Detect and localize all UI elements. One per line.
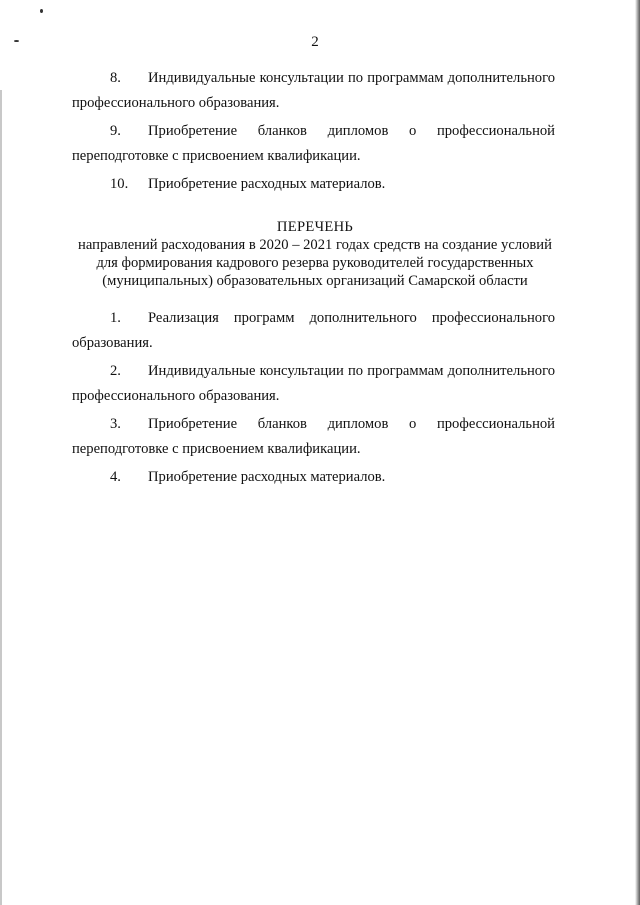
list-item-text: Индивидуальные консультации по программам дополнительного профессионального образования. <box>72 363 555 404</box>
heading-line: (муниципальных) образовательных организаций Самарской области <box>102 273 528 289</box>
scan-edge-right <box>635 0 640 905</box>
heading-line: для формирования кадрового резерва руководителей государственных <box>96 255 534 271</box>
list-item <box>72 359 555 409</box>
page-number: 2 <box>311 34 319 50</box>
list-item <box>72 119 555 169</box>
list-item-number: 8. <box>110 70 121 86</box>
list-item-number: 9. <box>110 123 121 139</box>
scan-speck <box>40 9 43 13</box>
list-b <box>72 306 555 490</box>
list-item-number: 10. <box>110 176 129 192</box>
list-item-text: Приобретение бланков дипломов о профессиональной переподготовке с присвоением квалификации. <box>72 416 555 457</box>
list-heading <box>60 218 570 290</box>
list-item <box>72 306 555 356</box>
list-item-text: Реализация программ дополнительного профессионального образования. <box>72 310 555 351</box>
list-item-number: 2. <box>110 363 121 379</box>
list-item-text: Индивидуальные консультации по программам дополнительного профессионального образования. <box>72 70 555 111</box>
list-a <box>72 66 555 197</box>
list-item <box>72 412 555 462</box>
list-item-number: 3. <box>110 416 121 432</box>
heading-line: направлений расходования в 2020 – 2021 годах средств на создание условий <box>78 237 552 253</box>
list-item <box>72 172 555 197</box>
list-item-number: 4. <box>110 469 121 485</box>
scan-edge-left <box>0 90 2 905</box>
list-item <box>72 66 555 116</box>
list-item-text: Приобретение расходных материалов. <box>148 176 386 192</box>
list-item-text: Приобретение расходных материалов. <box>148 469 386 485</box>
list-item-text: Приобретение бланков дипломов о профессиональной переподготовке с присвоением квалификации. <box>72 123 555 164</box>
list-item <box>72 465 555 490</box>
heading-title: ПЕРЕЧЕНЬ <box>276 219 354 235</box>
list-item-number: 1. <box>110 310 121 326</box>
